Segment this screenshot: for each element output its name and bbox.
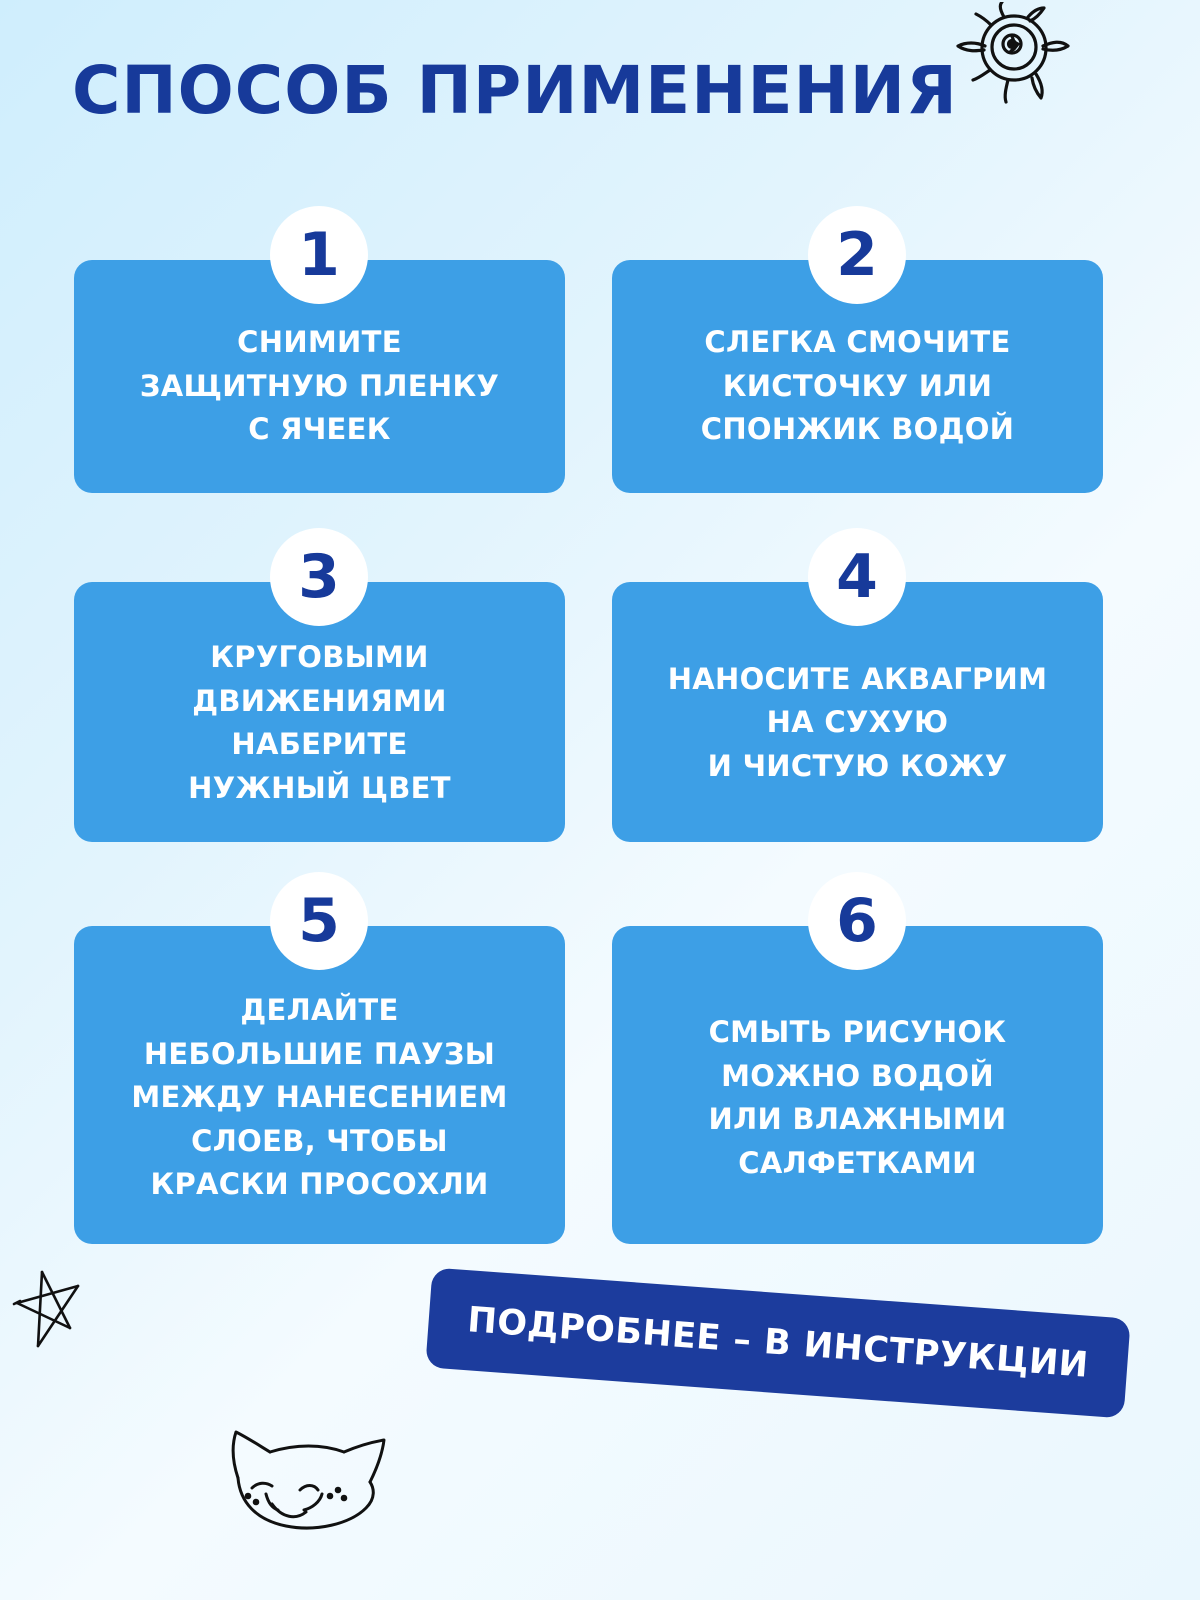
step-1-text: СНИМИТЕ ЗАЩИТНУЮ ПЛЕНКУ С ЯЧЕЕК: [139, 325, 500, 447]
cat-face-doodle-icon: [226, 1428, 388, 1540]
step-3-text: КРУГОВЫМИ ДВИЖЕНИЯМИ НАБЕРИТЕ НУЖНЫЙ ЦВЕТ: [188, 640, 451, 805]
step-3-number-badge: 3: [270, 528, 368, 626]
step-6-number-badge: 6: [808, 872, 906, 970]
step-4-number-badge: 4: [808, 528, 906, 626]
step-6-text: СМЫТЬ РИСУНОК МОЖНО ВОДОЙ ИЛИ ВЛАЖНЫМИ САЛФЕТКАМИ: [708, 1015, 1007, 1180]
step-4-text: НАНОСИТЕ АКВАГРИМ НА СУХУЮ И ЧИСТУЮ КОЖУ: [667, 661, 1048, 783]
page-title: СПОСОБ ПРИМЕНЕНИЯ: [72, 52, 958, 129]
step-2-number-badge: 2: [808, 206, 906, 304]
step-2-text: СЛЕГКА СМОЧИТЕ КИСТОЧКУ ИЛИ СПОНЖИК ВОДОЙ: [700, 325, 1015, 447]
step-5-text: ДЕЛАЙТЕ НЕБОЛЬШИЕ ПАУЗЫ МЕЖДУ НАНЕСЕНИЕМ СЛОЕВ, ЧТОБЫ КРАСКИ ПРОСОХЛИ: [131, 993, 508, 1202]
sun-doodle-icon: [948, 2, 1080, 106]
instruction-note-banner: [425, 1268, 1130, 1419]
step-5-number-badge: 5: [270, 872, 368, 970]
step-1-number-badge: 1: [270, 206, 368, 304]
instruction-note-text: ПОДРОБНЕЕ – В ИНСТРУКЦИИ: [466, 1300, 1090, 1386]
step-card-5: [74, 926, 565, 1244]
star-doodle-icon: [12, 1268, 82, 1350]
step-card-6: [612, 926, 1103, 1244]
